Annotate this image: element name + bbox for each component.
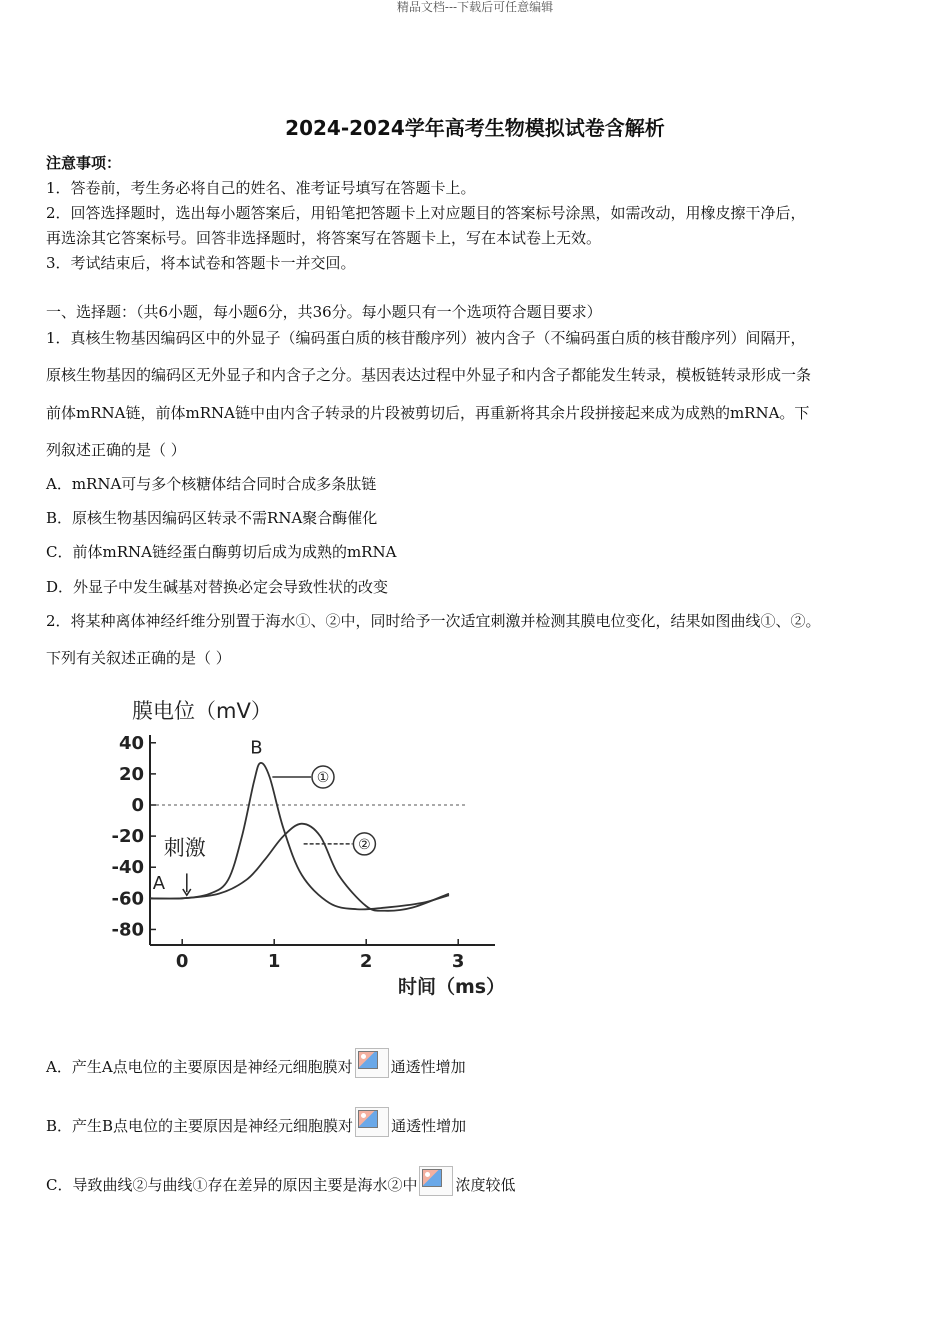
- stimulus-label: 刺激: [163, 835, 206, 860]
- x-tick-label: 0: [175, 951, 189, 972]
- q1-option-c: C．前体mRNA链经蛋白酶剪切后成为成熟的mRNA: [46, 543, 397, 561]
- q2-option-c-text-end: 浓度较低: [455, 1176, 516, 1194]
- series-2-label: ②: [358, 836, 371, 853]
- y-tick-label: -80: [111, 919, 144, 941]
- series-1-label: ①: [316, 770, 330, 786]
- section-heading: 一、选择题：（共6小题，每小题6分，共36分。每小题只有一个选项符合题目要求）: [46, 303, 602, 321]
- y-tick-label: -40: [111, 857, 144, 879]
- q1-line-2: 原核生物基因的编码区无外显子和内含子之分。基因表达过程中外显子和内含子都能发生转录，模板链转录形成一条: [46, 366, 812, 384]
- point-a-label: A: [152, 873, 166, 894]
- q2-line-1: 2．将某种离体神经纤维分别置于海水①、②中，同时给予一次适宜刺激并检测其膜电位变化，结果如图曲线①、②。: [46, 612, 821, 630]
- missing-image-icon: [419, 1166, 453, 1196]
- q2-option-c-text: C．导致曲线②与曲线①存在差异的原因主要是海水②中: [46, 1176, 418, 1194]
- missing-image-icon: [355, 1107, 389, 1137]
- missing-image-icon: [355, 1048, 389, 1078]
- notice-item-3: 3．考试结束后，将本试卷和答题卡一并交回。: [46, 254, 356, 272]
- q1-option-a: A．mRNA可与多个核糖体结合同时合成多条肽链: [46, 475, 377, 493]
- q2-option-b: [46, 1107, 916, 1137]
- x-tick-label: 1: [267, 951, 281, 972]
- y-tick-label: 40: [118, 732, 144, 754]
- y-tick-label: 0: [131, 795, 144, 816]
- q2-line-2: 下列有关叙述正确的是（ ）: [46, 649, 231, 667]
- x-tick-label: 2: [359, 951, 373, 972]
- y-tick-label: -20: [111, 826, 144, 848]
- q2-option-a-text-end: 通透性增加: [390, 1058, 466, 1076]
- q2-option-c: [46, 1166, 916, 1196]
- x-tick-label: 3: [451, 951, 465, 972]
- q1-option-b: B．原核生物基因编码区转录不需RNA聚合酶催化: [46, 509, 378, 527]
- q1-line-4: 列叙述正确的是（ ）: [46, 441, 186, 459]
- q2-option-b-text: B．产生B点电位的主要原因是神经元细胞膜对: [46, 1117, 354, 1135]
- membrane-potential-chart: [100, 690, 520, 1010]
- notice-item-2a: 2．回答选择题时，选出每小题答案后，用铅笔把答题卡上对应题目的答案标号涂黑，如需改动，用橡皮擦干净后，: [46, 204, 806, 222]
- header-note: 精品文档---下载后可任意编辑: [396, 0, 554, 14]
- notice-item-2b: 再选涂其它答案标号。回答非选择题时，将答案写在答题卡上，写在本试卷上无效。: [46, 229, 602, 247]
- y-tick-label: 20: [118, 763, 144, 785]
- q2-option-b-text-end: 通透性增加: [391, 1117, 467, 1135]
- notice-item-1: 1．答卷前，考生务必将自己的姓名、准考证号填写在答题卡上。: [46, 179, 476, 197]
- y-tick-label: -60: [111, 888, 144, 910]
- notice-heading: 注意事项：: [46, 154, 122, 172]
- q1-option-d: D．外显子中发生碱基对替换必定会导致性状的改变: [46, 578, 389, 596]
- q1-line-3: 前体mRNA链，前体mRNA链中由内含子转录的片段被剪切后，再重新将其余片段拼接起来成为成熟的mRNA。下: [46, 404, 810, 422]
- point-b-label: B: [250, 737, 263, 759]
- y-axis-label: 膜电位（mV）: [132, 699, 272, 723]
- q1-line-1: 1．真核生物基因编码区中的外显子（编码蛋白质的核苷酸序列）被内含子（不编码蛋白质的核苷酸序列）间隔开，: [46, 329, 806, 347]
- q2-option-a-text: A．产生A点电位的主要原因是神经元细胞膜对: [46, 1058, 353, 1076]
- page-title: 2024-2024学年高考生物模拟试卷含解析: [285, 116, 665, 140]
- q2-option-a: [46, 1048, 916, 1078]
- x-axis-label: 时间（ms）: [398, 976, 506, 998]
